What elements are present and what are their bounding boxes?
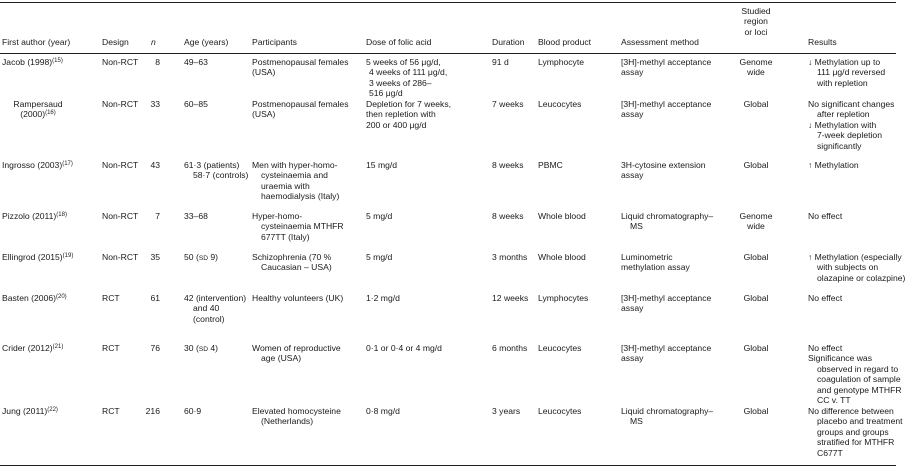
duration-cell: 8 weeks — [492, 160, 524, 170]
header-dose: Dose of folic acid — [366, 37, 432, 47]
method-cell: Liquid chromatography– MS — [621, 211, 714, 232]
duration-cell: 91 d — [492, 57, 509, 67]
duration-cell: 3 months — [492, 252, 528, 262]
participants-cell: Postmenopausal females (USA) — [252, 99, 349, 120]
bottom-rule — [0, 465, 896, 466]
design-cell: Non-RCT — [102, 99, 139, 109]
age-cell: 60·9 — [184, 406, 202, 416]
results-cell: ↑ Methylation — [808, 160, 859, 170]
participants-cell: Postmenopausal females (USA) — [252, 57, 349, 78]
header-region: Studied region or loci — [741, 6, 771, 37]
duration-cell: 6 months — [492, 343, 528, 353]
duration-cell: 3 years — [492, 406, 521, 416]
header-results: Results — [808, 37, 837, 47]
participants-cell: Hyper-homo- cysteinaemia MTHFR 677TT (Italy) — [252, 211, 344, 242]
author-cell: Basten $(2006)^{(20)}$ — [2, 293, 67, 303]
dose-cell: 1·2 mg/d — [366, 293, 400, 303]
method-cell: 3H-cytosine extension assay — [621, 160, 706, 181]
n-cell: 35 — [150, 252, 160, 262]
header-rule — [0, 53, 896, 54]
blood-cell: Leucocytes — [538, 406, 582, 416]
n-cell: 7 — [155, 211, 160, 221]
participants-cell: Elevated homocysteine (Netherlands) — [252, 406, 341, 427]
region-cell: Genome wide — [739, 57, 773, 78]
results-cell: No difference between placebo and treatment groups and groups stratified for MTHFR C677T — [808, 406, 903, 458]
results-cell: No effect — [808, 211, 843, 221]
header-blood: Blood product — [538, 37, 592, 47]
blood-cell: PBMC — [538, 160, 563, 170]
region-cell: Genome wide — [739, 211, 773, 232]
n-cell: 61 — [150, 293, 160, 303]
method-cell: [3H]-methyl acceptance assay — [621, 99, 712, 120]
age-cell: 61·3 (patients) 58·7 (controls) — [184, 160, 249, 181]
method-cell: [3H]-methyl acceptance assay — [621, 57, 712, 78]
blood-cell: Leucocytes — [538, 343, 582, 353]
participants-cell: Healthy volunteers (UK) — [252, 293, 344, 303]
dose-cell: 15 mg/d — [366, 160, 398, 170]
duration-cell: 8 weeks — [492, 211, 524, 221]
design-cell: RCT — [102, 293, 120, 303]
header-author: First author (year) — [2, 37, 71, 47]
blood-cell: Whole blood — [538, 252, 586, 262]
n-cell: 76 — [150, 343, 160, 353]
results-cell: No significant changes after repletion ↓ Methylation with 7-week depletion significantly — [808, 99, 895, 151]
design-cell: RCT — [102, 406, 120, 416]
blood-cell: Leucocytes — [538, 99, 582, 109]
region-cell: Global — [743, 160, 769, 170]
n-cell: 216 — [145, 406, 160, 416]
age-cell: 30 (SD 4) — [184, 343, 219, 353]
header-method: Assessment method — [621, 37, 699, 47]
participants-cell: Women of reproductive age (USA) — [252, 343, 341, 364]
results-cell: No effect Significance was observed in regard to coagulation of sample and genotype MTHFR CC v. TT — [808, 343, 902, 406]
method-cell: [3H]-methyl acceptance assay — [621, 293, 712, 314]
age-cell: 50 (SD 9) — [184, 252, 219, 262]
region-cell: Global — [743, 406, 769, 416]
design-cell: Non-RCT — [102, 57, 139, 67]
method-cell: Liquid chromatography– MS — [621, 406, 714, 427]
duration-cell: 7 weeks — [492, 99, 524, 109]
blood-cell: Whole blood — [538, 211, 586, 221]
region-cell: Global — [743, 252, 769, 262]
header-participants: Participants — [252, 37, 297, 47]
dose-cell: 5 mg/d — [366, 211, 393, 221]
author-cell: Pizzolo $(2011)^{(18)}$ — [2, 211, 67, 221]
top-rule — [0, 2, 896, 3]
dose-cell: 5 weeks of 56 μg/d, 4 weeks of 111 μg/d, 3 weeks of 286– 516 μg/d — [366, 57, 448, 99]
region-cell: Global — [743, 343, 769, 353]
header-age: Age (years) — [184, 37, 229, 47]
method-cell: [3H]-methyl acceptance assay — [621, 343, 712, 364]
design-cell: RCT — [102, 343, 120, 353]
participants-cell: Schizophrenia (70 % Caucasian – USA) — [252, 252, 332, 273]
dose-cell: 0·1 or 0·4 or 4 mg/d — [366, 343, 442, 353]
dose-cell: 0·8 mg/d — [366, 406, 400, 416]
header-duration: Duration — [492, 37, 525, 47]
blood-cell: Lymphocytes — [538, 293, 589, 303]
design-cell: Non-RCT — [102, 160, 139, 170]
n-cell: 8 — [155, 57, 160, 67]
method-cell: Luminometric methylation assay — [621, 252, 690, 273]
dose-cell: 5 mg/d — [366, 252, 393, 262]
design-cell: Non-RCT — [102, 211, 139, 221]
blood-cell: Lymphocyte — [538, 57, 585, 67]
participants-cell: Men with hyper-homo- cysteinaemia and uraemia with haemodialysis (Italy) — [252, 160, 340, 202]
results-cell: ↓ Methylation up to 111 μg/d reversed with repletion — [808, 57, 886, 88]
author-cell: Ingrosso $(2003)^{(17)}$ — [2, 160, 73, 170]
duration-cell: 12 weeks — [492, 293, 529, 303]
age-cell: 33–68 — [184, 211, 208, 221]
author-cell: Jung $(2011)^{(22)}$ — [2, 406, 58, 416]
age-cell: 49–63 — [184, 57, 208, 67]
region-cell: Global — [743, 99, 769, 109]
n-cell: 33 — [150, 99, 160, 109]
design-cell: Non-RCT — [102, 252, 139, 262]
age-cell: 42 (intervention) and 40 (control) — [184, 293, 247, 324]
header-n: n — [151, 37, 156, 47]
age-cell: 60–85 — [184, 99, 208, 109]
header-design: Design — [102, 37, 129, 47]
region-cell: Global — [743, 293, 769, 303]
author-cell: Crider $(2012)^{(21)}$ — [2, 343, 64, 353]
author-cell: Jacob $(1998)^{(15)}$ — [2, 57, 63, 67]
results-cell: ↑ Methylation (especially with subjects on olazapine or colazpine) — [808, 252, 905, 283]
dose-cell: Depletion for 7 weeks, then repletion with 200 or 400 μg/d — [366, 99, 452, 130]
author-cell: Ellingrod $(2015)^{(19)}$ — [2, 252, 74, 262]
results-cell: No effect — [808, 293, 843, 303]
author-cell: Rampersaud $(2000)^{(16)}$ — [13, 99, 63, 120]
n-cell: 43 — [150, 160, 160, 170]
